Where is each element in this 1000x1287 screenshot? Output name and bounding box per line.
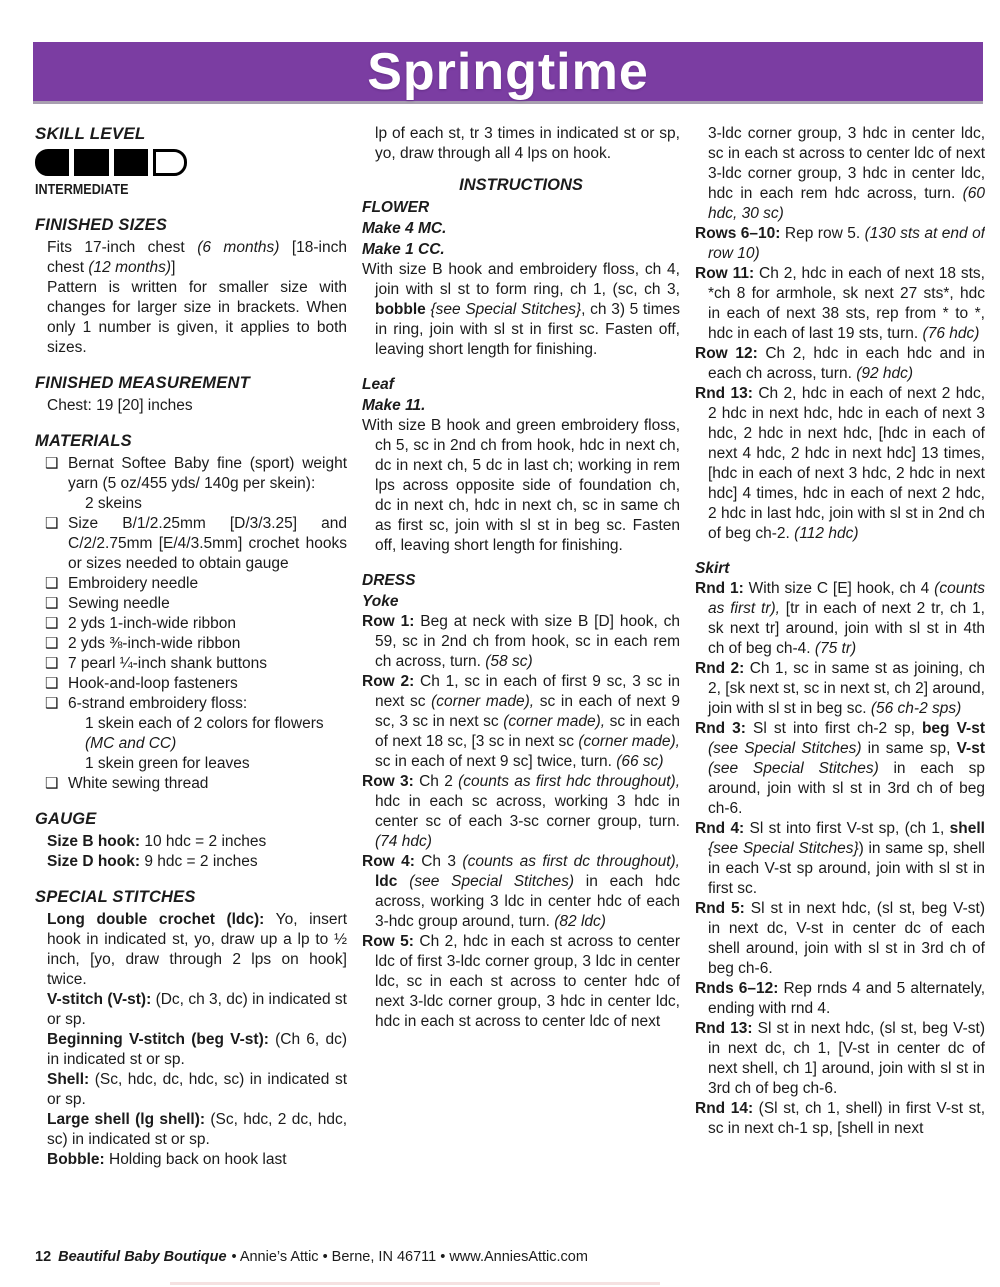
- text-run: Embroidery needle: [68, 575, 199, 592]
- pattern-step: [362, 672, 680, 772]
- text-run: (75 tr): [814, 640, 857, 657]
- text-run: Row 5:: [362, 933, 414, 950]
- text-run: Ch 1, sc in each of first 9 sc, 3 sc in next sc: [375, 673, 680, 710]
- section-heading: GAUGE: [35, 810, 97, 828]
- text-run: {see Special Stitches}: [708, 840, 859, 857]
- pattern-step: [695, 1019, 985, 1099]
- pattern-step: [695, 979, 985, 1019]
- text-run: in each sp around, join with sl st in 3rd ch of beg ch-6.: [708, 760, 985, 817]
- text-run: Ch 2, hdc in each of next 18 sts, *ch 8 for armhole, sk next 27 sts*, hdc in each of next 38 sts, rep from * to *, hdc in each of last 19 sts, turn.: [708, 265, 985, 342]
- text-run: Sl st into first V-st sp, (ch 1,: [744, 820, 950, 837]
- pattern-step: [695, 819, 985, 899]
- title-banner: [33, 42, 983, 104]
- text-run: (74 hdc): [375, 833, 432, 850]
- pattern-step: [695, 1099, 985, 1139]
- text-run: sc in each of next 18 sc, [3 sc in next sc: [375, 713, 680, 750]
- text-run: in same sp,: [861, 740, 957, 757]
- column-left: [35, 124, 347, 1242]
- text-run: Rnd 2:: [695, 660, 745, 677]
- sub-section-heading: Make 1 CC.: [362, 241, 445, 258]
- paragraph-continuation: [695, 124, 985, 224]
- text-run: Ch 2, hdc in each hdc and in each ch across, turn.: [708, 345, 985, 382]
- text-run: Rnd 14:: [695, 1100, 754, 1117]
- scan-artifact: [170, 1282, 660, 1285]
- text-run: (counts as first hdc throughout),: [458, 773, 680, 790]
- text-run: Shell:: [47, 1071, 90, 1088]
- paragraph: [362, 416, 680, 556]
- text-run: 9 hdc = 2 inches: [140, 853, 258, 870]
- pattern-step: [695, 579, 985, 659]
- paragraph: [35, 910, 347, 990]
- text-run: Rnd 13:: [695, 385, 753, 402]
- text-run: Rnd 5:: [695, 900, 745, 917]
- text-run: Size B hook:: [47, 833, 141, 850]
- text-run: bobble: [375, 301, 426, 318]
- skill-segment: [74, 149, 108, 176]
- materials-item-text: [68, 694, 347, 714]
- skill-level-label: INTERMEDIATE: [35, 181, 129, 198]
- section-heading: MATERIALS: [35, 432, 132, 450]
- text-run: 10 hdc = 2 inches: [140, 833, 267, 850]
- text-run: Rnd 3:: [695, 720, 746, 737]
- text-run: (counts as first tr),: [708, 580, 985, 617]
- text-run: Ch 2, hdc in each st across to center ldc of first 3-ldc corner group, 3 ldc in center ldc, sc in each st across to center hdc of next 3-ldc corner group, 3 hdc in center ldc, hdc in each st across to center ldc of next: [375, 933, 680, 1030]
- text-run: (MC and CC): [85, 735, 177, 752]
- skill-segment: [114, 149, 148, 176]
- materials-item: [45, 694, 347, 714]
- text-run: Row 12:: [695, 345, 758, 362]
- text-run: 6-strand embroidery floss:: [68, 695, 248, 712]
- materials-item-text: [68, 654, 347, 674]
- section-heading: FINISHED SIZES: [35, 216, 168, 234]
- pattern-step: [695, 384, 985, 544]
- text-run: Beginning V-stitch (beg V-st):: [47, 1031, 269, 1048]
- checkbox-icon: ❑: [45, 595, 59, 612]
- materials-item: [45, 774, 347, 794]
- section-heading: FINISHED MEASUREMENT: [35, 374, 250, 392]
- text-run: Size D hook:: [47, 853, 141, 870]
- text-run: With size B hook and green embroidery floss, ch 5, sc in 2nd ch from hook, hdc in next ch, dc in next ch, 5 dc in last ch; working in rem lps across opposite side of foundation ch, dc in next ch, hdc in next ch, sc in same ch as first sc, join with sl st in beg sc. Fasten off, leaving short length for finishing.: [362, 417, 680, 554]
- materials-item: [45, 574, 347, 594]
- text-run: Ch 3: [414, 853, 463, 870]
- sub-section-heading: DRESS: [362, 572, 416, 589]
- skill-level-heading: SKILL LEVEL: [35, 124, 146, 143]
- text-run: Sl st into first ch-2 sp,: [745, 720, 922, 737]
- pattern-step: [695, 344, 985, 384]
- text-run: beg V-st: [921, 720, 985, 737]
- text-run: Sewing needle: [68, 595, 170, 612]
- page-title: Springtime: [367, 42, 649, 101]
- pattern-body: [35, 124, 985, 1242]
- paragraph: [35, 396, 347, 416]
- column-right: [695, 124, 985, 1242]
- text-run: (76 hdc): [922, 325, 980, 342]
- text-run: (corner made),: [431, 693, 535, 710]
- text-run: (Sc, hdc, dc, hdc, sc) in indicated st or sp.: [47, 1071, 347, 1108]
- skill-segment: [35, 149, 69, 176]
- text-run: (corner made),: [503, 713, 606, 730]
- text-run: (see Special Stitches): [708, 740, 862, 757]
- pattern-step: [695, 659, 985, 719]
- paragraph: [35, 278, 347, 358]
- text-run: Ch 2: [413, 773, 459, 790]
- text-run: With size C [E] hook, ch 4: [743, 580, 935, 597]
- materials-item: [45, 674, 347, 694]
- text-run: (see Special Stitches): [409, 873, 575, 890]
- paragraph: [35, 1070, 347, 1110]
- paragraph: [35, 990, 347, 1030]
- text-run: (Sc, hdc, 2 dc, hdc, sc) in indicated st or sp.: [47, 1111, 347, 1148]
- materials-item: [45, 514, 347, 574]
- paragraph: [35, 1150, 347, 1170]
- checkbox-icon: ❑: [45, 655, 59, 672]
- checkbox-icon: ❑: [45, 675, 59, 692]
- checkbox-icon: ❑: [45, 575, 59, 592]
- column-middle: [362, 124, 680, 1242]
- text-run: 7 pearl ¼-inch shank buttons: [68, 655, 268, 672]
- text-run: (130 sts at end of row 10): [708, 225, 985, 262]
- text-run: [tr in each of next 2 tr, ch 1, sk next tr] around, join with sl st in 4th ch of beg ch-4.: [708, 600, 985, 657]
- text-run: Beg at neck with size B [D] hook, ch 59, sc in 2nd ch from hook, sc in each rem ch across, turn.: [375, 613, 680, 670]
- sub-section-heading: Skirt: [695, 560, 730, 577]
- text-run: Long double crochet (ldc):: [47, 911, 265, 928]
- text-run: ]: [171, 259, 176, 276]
- materials-item: [45, 614, 347, 634]
- text-run: With size B hook and embroidery floss, ch 4, join with sl st to form ring, ch 1, (sc, ch 3,: [362, 261, 680, 298]
- text-run: Hook-and-loop fasteners: [68, 675, 238, 692]
- materials-item: [45, 594, 347, 614]
- pattern-step: [695, 264, 985, 344]
- text-run: Rows 6–10:: [695, 225, 781, 242]
- page-number: 12: [35, 1249, 52, 1265]
- text-run: (Ch 6, dc) in indicated st or sp.: [47, 1031, 347, 1068]
- paragraph: [35, 1030, 347, 1070]
- materials-item: [45, 454, 347, 494]
- text-run: Rep rnds 4 and 5 alternately, ending with rnd 4.: [708, 980, 985, 1017]
- text-run: (58 sc): [485, 653, 533, 670]
- materials-item-text: [68, 614, 347, 634]
- text-run: ldc: [375, 873, 398, 890]
- text-run: (counts as first dc throughout),: [462, 853, 680, 870]
- text-run: Rnds 6–12:: [695, 980, 779, 997]
- text-run: [18-inch chest: [47, 239, 347, 276]
- materials-item-text: [68, 634, 347, 654]
- text-run: Size B/1/2.25mm [D/3/3.25] and C/2/2.75mm [E/4/3.5mm] crochet hooks or sizes needed to obtain gauge: [68, 515, 347, 572]
- paragraph: [362, 260, 680, 360]
- text-run: (92 hdc): [856, 365, 914, 382]
- sub-section-heading: FLOWER: [362, 199, 430, 216]
- text-run: , ch 3) 5 times in ring, join with sl st in first sc. Fasten off, leaving short length for finishing.: [375, 301, 680, 358]
- pattern-step: [695, 899, 985, 979]
- text-run: Yo, insert hook in indicated st, yo, draw up a lp to ½ inch, [yo, draw through 2 lps on hook] twice.: [47, 911, 347, 988]
- text-run: Row 2:: [362, 673, 415, 690]
- instructions-heading: INSTRUCTIONS: [459, 176, 583, 194]
- text-run: Rnd 1:: [695, 580, 744, 597]
- text-run: {see Special Stitches}: [430, 301, 582, 318]
- checkbox-icon: ❑: [45, 695, 59, 712]
- text-run: Large shell (lg shell):: [47, 1111, 206, 1128]
- text-run: V-stitch (V-st):: [47, 991, 152, 1008]
- text-run: Bobble:: [47, 1151, 105, 1168]
- materials-item-text: [68, 454, 347, 494]
- text-run: (Sl st, ch 1, shell) in first V-st st, sc in next ch-1 sp, [shell in next: [708, 1100, 985, 1137]
- text-run: Bernat Softee Baby fine (sport) weight yarn (5 oz/455 yds/ 140g per skein):: [68, 455, 347, 492]
- text-run: Sl st in next hdc, (sl st, beg V-st) in next dc, V-st in center dc of each shell around, join with sl st in 3rd ch of beg ch-6.: [708, 900, 985, 977]
- materials-item-text: [68, 774, 347, 794]
- pattern-step: [362, 932, 680, 1032]
- checkbox-icon: ❑: [45, 615, 59, 632]
- text-run: (112 hdc): [794, 525, 859, 542]
- text-run: sc in each of next 9 sc] twice, turn.: [375, 753, 617, 770]
- skill-level-meter: [35, 149, 187, 176]
- text-run: 1 skein green for leaves: [85, 755, 250, 772]
- text-run: (corner made),: [578, 733, 680, 750]
- footer-info: • Annie’s Attic • Berne, IN 46711 • www.AnniesAttic.com: [231, 1249, 588, 1265]
- materials-subitem: [85, 754, 347, 774]
- text-run: (6 months): [197, 239, 280, 256]
- text-run: Pattern is written for smaller size with changes for larger size in brackets. When only 1 number is given, it applies to both sizes.: [47, 279, 347, 356]
- text-run: White sewing thread: [68, 775, 209, 792]
- text-run: shell: [949, 820, 985, 837]
- text-run: Ch 2, hdc in each of next 2 hdc, 2 hdc in next hdc, hdc in each of next 3 hdc, 2 hdc in next hdc, [hdc in each of next 4 hdc, 2 hdc in next hdc] 13 times, [hdc in each of next 3 hdc, 2 hdc in next hdc] 4 times, hdc in each of next 2 hdc, 2 hdc in last hdc, join with sl st in 2nd ch of beg ch-2.: [708, 385, 985, 542]
- paragraph-continuation: [362, 124, 680, 164]
- text-run: V-st: [956, 740, 985, 757]
- text-run: (66 sc): [616, 753, 664, 770]
- text-run: (12 months): [88, 259, 172, 276]
- text-run: (see Special Stitches): [708, 760, 879, 777]
- checkbox-icon: ❑: [45, 455, 59, 472]
- text-run: (60 hdc, 30 sc): [708, 185, 985, 222]
- pattern-step: [695, 719, 985, 819]
- materials-item-text: [68, 574, 347, 594]
- text-run: ) in same sp, shell in each V-st sp around, join with sl st in first sc.: [708, 840, 985, 897]
- text-run: 2 skeins: [85, 495, 142, 512]
- text-run: Row 1:: [362, 613, 415, 630]
- skill-segment: [153, 149, 187, 176]
- skill-level-section: [35, 124, 347, 200]
- text-run: 2 yds 1-inch-wide ribbon: [68, 615, 237, 632]
- publication-name: Beautiful Baby Boutique: [58, 1249, 227, 1265]
- text-run: Rnd 4:: [695, 820, 745, 837]
- checkbox-icon: ❑: [45, 515, 59, 532]
- text-run: Row 3:: [362, 773, 414, 790]
- text-run: Row 4:: [362, 853, 415, 870]
- materials-item: [45, 634, 347, 654]
- text-run: lp of each st, tr 3 times in indicated st or sp, yo, draw through all 4 lps on hook.: [375, 125, 680, 162]
- checkbox-icon: ❑: [45, 775, 59, 792]
- pattern-step: [362, 612, 680, 672]
- text-run: Rep row 5.: [780, 225, 865, 242]
- materials-subitem: [85, 714, 347, 754]
- section-heading: SPECIAL STITCHES: [35, 888, 196, 906]
- pattern-step: [362, 852, 680, 932]
- text-run: Holding back on hook last: [104, 1151, 287, 1168]
- text-run: (Dc, ch 3, dc) in indicated st or sp.: [47, 991, 347, 1028]
- text-run: hdc in each sc across, working 3 hdc in center sc of each 3-sc corner group, turn.: [375, 793, 680, 830]
- materials-item-text: [68, 514, 347, 574]
- page-footer: [35, 1249, 588, 1265]
- text-run: [397, 873, 409, 890]
- text-run: Rnd 13:: [695, 1020, 753, 1037]
- text-run: (82 ldc): [554, 913, 606, 930]
- sub-section-heading: Make 4 MC.: [362, 220, 447, 237]
- text-run: Row 11:: [695, 265, 755, 282]
- text-run: Ch 1, sc in same st as joining, ch 2, [sk next st, sc in next st, ch 2] around, join with sl st in beg sc.: [708, 660, 985, 717]
- checkbox-icon: ❑: [45, 635, 59, 652]
- materials-item-text: [68, 594, 347, 614]
- sub-section-heading: Make 11.: [362, 397, 426, 414]
- sub-section-heading: Yoke: [362, 593, 399, 610]
- text-run: Chest: 19 [20] inches: [47, 397, 193, 414]
- text-run: sc in each of next 9 sc, 3 sc in next sc: [375, 693, 680, 730]
- paragraph: [35, 832, 347, 852]
- text-run: 2 yds ⅜-inch-wide ribbon: [68, 635, 241, 652]
- materials-item-text: [68, 674, 347, 694]
- text-run: (56 ch-2 sps): [870, 700, 962, 717]
- materials-item: [45, 654, 347, 674]
- text-run: Sl st in next hdc, (sl st, beg V-st) in next dc, ch 1, [V-st in center dc of next shell, ch 1] around, join with sl st in 3rd ch of beg ch-6.: [708, 1020, 985, 1097]
- paragraph: [35, 852, 347, 872]
- paragraph: [35, 238, 347, 278]
- paragraph: [35, 1110, 347, 1150]
- text-run: 1 skein each of 2 colors for flowers: [85, 715, 324, 732]
- text-run: 3-ldc corner group, 3 hdc in center ldc, sc in each st across to center ldc of next 3-ldc corner group, 3 hdc in center ldc, hdc in each rem hdc across, turn.: [708, 125, 985, 202]
- materials-subitem: [85, 494, 347, 514]
- pattern-step: [362, 772, 680, 852]
- text-run: in each hdc across, working 3 ldc in center hdc of each 3-hdc group around, turn.: [375, 873, 680, 930]
- text-run: Fits 17-inch chest: [47, 239, 198, 256]
- pattern-step: [695, 224, 985, 264]
- sub-section-heading: Leaf: [362, 376, 394, 393]
